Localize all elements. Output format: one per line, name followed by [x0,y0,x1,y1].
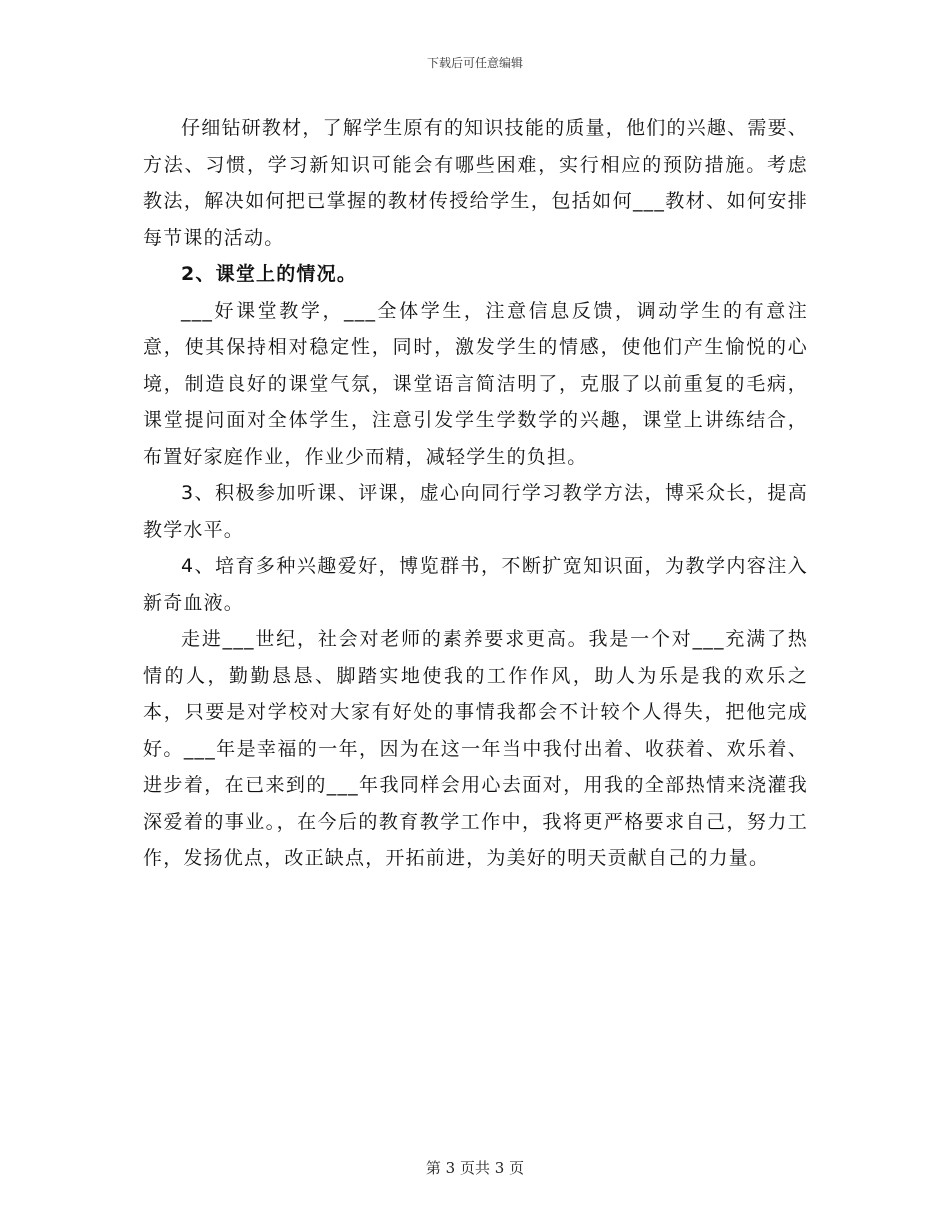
paragraph-interests: 4、培育多种兴趣爱好，博览群书，不断扩宽知识面，为教学内容注入新奇血液。 [143,555,808,614]
paragraph-textbook-study: 仔细钻研教材，了解学生原有的知识技能的质量，他们的兴趣、需要、方法、习惯，学习新知识可能会有哪些困难，实行相应的预防措施。考虑教法，解决如何把已掌握的教材传授给学生，包括如何___教材、如何安排每节课的活动。 [143,117,808,249]
section-heading-classroom: 2、课堂上的情况。 [181,263,358,285]
paragraph-classroom-teaching: ___好课堂教学，___全体学生，注意信息反馈，调动学生的有意注意，使其保持相对稳定性，同时，激发学生的情感，使他们产生愉悦的心境，制造良好的课堂气氛，课堂语言简洁明了，克服了以前重复的毛病，课堂提问面对全体学生，注意引发学生学数学的兴趣，课堂上讲练结合，布置好家庭作业，作业少而精，减轻学生的负担。 [143,299,808,468]
page-number-footer: 第 3 页共 3 页 [425,1159,525,1177]
page-header-note: 下载后可任意编辑 [426,56,523,70]
paragraph-conclusion: 走进___世纪，社会对老师的素养要求更高。我是一个对___充满了热情的人，勤勤恳恳、脚踏实地使我的工作作风，助人为乐是我的欢乐之本，只要是对学校对大家有好处的事情我都会不计较个人得失，把他完成好。___年是幸福的一年，因为在这一年当中我付出着、收获着、欢乐着、进步着，在已来到的___年我同样会用心去面对，用我的全部热情来浇灌我深爱着的事业。，在今后的教育教学工作中，我将更严格要求自己，努力工作，发扬优点，改正缺点，开拓前进，为美好的明天贡献自己的力量。 [143,628,808,869]
document-body [143,110,808,877]
paragraph-lesson-observation: 3、积极参加听课、评课，虚心向同行学习教学方法，博采众长，提高教学水平。 [143,482,808,541]
